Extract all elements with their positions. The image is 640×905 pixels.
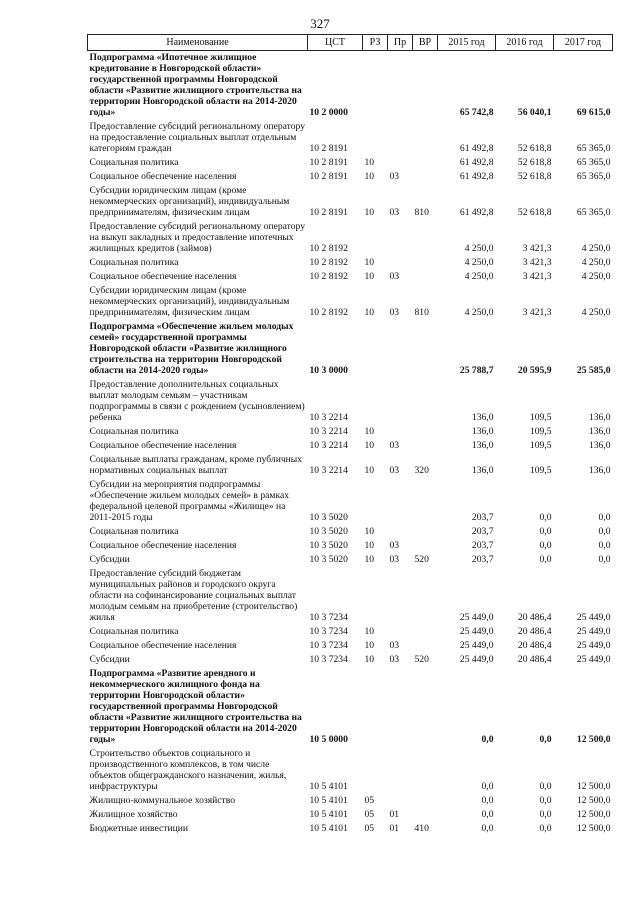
cell-name: Подпрограмма «Обеспечение жильем молодых семей» государственной программы Новгородской области «Развитие жилищного строительства на территории Новгородской области на 2014-2020 годы»: [89, 321, 294, 376]
cell-rz: [363, 51, 388, 121]
cell-name: Подпрограмма «Ипотечное жилищное кредитование в Новгородской области» государственной программы Новгородской области «Развитие жилищного строительства на территории Новгородской области на 2014-2020 годы»: [89, 52, 302, 118]
column-header-vr: ВР: [413, 35, 438, 51]
table-row: [88, 184, 613, 220]
cell-y2016: 109,5: [529, 426, 552, 437]
cell-vr: [413, 156, 438, 170]
cell-y2015: 25 449,0: [459, 612, 494, 623]
cell-cst: 10 3 7234: [309, 612, 348, 623]
column-header-pr: Пр: [388, 35, 413, 51]
cell-name: Субсидии: [89, 554, 130, 565]
cell-y2017: 25 449,0: [576, 640, 611, 651]
cell-vr: [413, 51, 438, 121]
cell-y2017: 65 365,0: [576, 157, 611, 168]
cell-pr: 03: [389, 440, 400, 451]
cell-pr: [388, 120, 413, 156]
cell-y2017: 25 585,0: [576, 365, 611, 376]
cell-pr: 03: [389, 171, 400, 182]
cell-name: Социальная политика: [89, 526, 179, 537]
cell-y2016: 20 486,4: [517, 626, 552, 637]
budget-table: [87, 34, 613, 836]
cell-pr: [388, 794, 413, 808]
cell-rz: 10: [364, 440, 375, 451]
cell-y2015: 203,7: [471, 526, 494, 537]
cell-y2017: 25 449,0: [576, 626, 611, 637]
cell-name: Бюджетные инвестиции: [89, 823, 188, 834]
cell-rz: [363, 567, 388, 625]
cell-rz: 05: [364, 823, 375, 834]
cell-pr: [388, 51, 413, 121]
cell-cst: 10 2 8192: [309, 307, 348, 318]
cell-y2017: 4 250,0: [581, 307, 611, 318]
cell-cst: 10 3 7234: [309, 654, 348, 665]
cell-y2017: 0,0: [598, 554, 611, 565]
cell-rz: [363, 667, 388, 747]
cell-vr: [413, 539, 438, 553]
cell-pr: 03: [389, 307, 400, 318]
cell-pr: [388, 425, 413, 439]
cell-rz: 10: [364, 540, 375, 551]
cell-cst: 10 3 2214: [309, 440, 348, 451]
cell-y2015: 25 449,0: [459, 626, 494, 637]
cell-vr: 520: [414, 554, 429, 565]
cell-cst: 10 2 8192: [309, 271, 348, 282]
cell-y2017: 12 500,0: [576, 734, 611, 745]
table-row: [88, 284, 613, 320]
cell-y2016: 3 421,3: [522, 307, 552, 318]
column-header-2016: 2016 год: [496, 35, 554, 51]
column-header-2015: 2015 год: [438, 35, 496, 51]
cell-rz: 10: [364, 554, 375, 565]
cell-name: Социальное обеспечение населения: [89, 640, 237, 651]
cell-name: Предоставление субсидий региональному оператору на выкуп закладных и предоставление ипотечных жилищных кредитов (займов): [89, 221, 305, 254]
cell-vr: 320: [414, 465, 429, 476]
cell-cst: 10 2 8192: [309, 243, 348, 254]
cell-y2017: 136,0: [588, 412, 611, 423]
cell-pr: [388, 478, 413, 525]
table-row: [88, 320, 613, 378]
table-row: [88, 156, 613, 170]
table-row: [88, 747, 613, 794]
cell-y2015: 136,0: [471, 465, 494, 476]
cell-y2016: 0,0: [539, 795, 552, 806]
cell-cst: 10 5 4101: [309, 809, 348, 820]
cell-rz: 10: [364, 626, 375, 637]
cell-y2016: 20 486,4: [517, 654, 552, 665]
cell-rz: [363, 220, 388, 256]
cell-vr: [413, 794, 438, 808]
table-body: [88, 51, 613, 837]
table-row: [88, 667, 613, 747]
cell-y2016: 109,5: [529, 465, 552, 476]
cell-y2015: 0,0: [481, 795, 494, 806]
cell-pr: 03: [389, 465, 400, 476]
cell-y2015: 61 492,8: [459, 171, 494, 182]
cell-y2015: 61 492,8: [459, 157, 494, 168]
cell-vr: [413, 567, 438, 625]
cell-name: Жилищное хозяйство: [89, 809, 178, 820]
cell-cst: 10 3 5020: [309, 554, 348, 565]
cell-y2016: 20 595,9: [517, 365, 552, 376]
cell-name: Субсидии юридическим лицам (кроме некоммерческих организаций), индивидуальным предпринимателям, физическим лицам: [89, 185, 290, 218]
table-row: [88, 51, 613, 121]
cell-y2016: 3 421,3: [522, 257, 552, 268]
cell-y2017: 25 449,0: [576, 654, 611, 665]
cell-y2016: 3 421,3: [522, 271, 552, 282]
cell-rz: 10: [364, 257, 375, 268]
cell-y2015: 0,0: [481, 734, 494, 745]
cell-y2017: 0,0: [598, 540, 611, 551]
table-row: [88, 822, 613, 836]
cell-y2017: 12 500,0: [576, 823, 611, 834]
cell-y2017: 25 449,0: [576, 612, 611, 623]
table-row: [88, 625, 613, 639]
cell-y2015: 136,0: [471, 412, 494, 423]
cell-y2017: 4 250,0: [581, 271, 611, 282]
cell-pr: 03: [389, 540, 400, 551]
cell-y2017: 12 500,0: [576, 809, 611, 820]
cell-vr: [413, 639, 438, 653]
table-row: [88, 567, 613, 625]
cell-y2017: 65 365,0: [576, 207, 611, 218]
cell-y2015: 0,0: [481, 809, 494, 820]
cell-name: Социальное обеспечение населения: [89, 440, 237, 451]
cell-rz: [363, 320, 388, 378]
cell-y2016: 0,0: [539, 823, 552, 834]
cell-cst: 10 2 0000: [309, 107, 348, 118]
cell-name: Субсидии: [89, 654, 130, 665]
cell-vr: [413, 625, 438, 639]
cell-rz: 10: [364, 526, 375, 537]
cell-cst: 10 5 0000: [309, 734, 348, 745]
cell-y2015: 4 250,0: [464, 307, 494, 318]
cell-pr: [388, 525, 413, 539]
table-row: [88, 425, 613, 439]
cell-pr: [388, 320, 413, 378]
cell-name: Социальное обеспечение населения: [89, 540, 237, 551]
cell-pr: [388, 256, 413, 270]
cell-cst: 10 3 0000: [309, 365, 348, 376]
cell-vr: [413, 378, 438, 425]
cell-vr: [413, 320, 438, 378]
table-row: [88, 270, 613, 284]
cell-rz: 10: [364, 465, 375, 476]
cell-y2015: 4 250,0: [464, 271, 494, 282]
cell-rz: 10: [364, 426, 375, 437]
cell-y2015: 0,0: [481, 823, 494, 834]
cell-y2016: 52 618,8: [517, 207, 552, 218]
cell-y2017: 0,0: [598, 526, 611, 537]
table-row: [88, 170, 613, 184]
cell-cst: 10 3 2214: [309, 412, 348, 423]
cell-y2017: 12 500,0: [576, 781, 611, 792]
column-header-rz: РЗ: [363, 35, 388, 51]
cell-cst: 10 3 7234: [309, 640, 348, 651]
table-row: [88, 478, 613, 525]
cell-vr: [413, 256, 438, 270]
cell-name: Предоставление субсидий региональному оператору на предоставление социальных выплат отдельным категориям граждан: [89, 121, 305, 154]
cell-y2016: 56 040,1: [517, 107, 552, 118]
cell-cst: 10 2 8191: [309, 143, 348, 154]
cell-y2015: 203,7: [471, 512, 494, 523]
cell-vr: [413, 667, 438, 747]
cell-vr: [413, 425, 438, 439]
cell-cst: 10 2 8191: [309, 157, 348, 168]
cell-y2015: 4 250,0: [464, 257, 494, 268]
cell-pr: 01: [389, 809, 400, 820]
cell-rz: 10: [364, 207, 375, 218]
cell-name: Социальное обеспечение населения: [89, 271, 237, 282]
cell-name: Социальное обеспечение населения: [89, 171, 237, 182]
cell-y2015: 25 449,0: [459, 640, 494, 651]
cell-cst: 10 5 4101: [309, 781, 348, 792]
cell-y2017: 136,0: [588, 426, 611, 437]
table-row: [88, 256, 613, 270]
cell-rz: [363, 478, 388, 525]
table-row: [88, 639, 613, 653]
cell-pr: 01: [389, 823, 400, 834]
cell-y2015: 136,0: [471, 440, 494, 451]
cell-y2016: 20 486,4: [517, 640, 552, 651]
cell-name: Социальная политика: [89, 257, 179, 268]
cell-vr: [413, 220, 438, 256]
cell-pr: 03: [389, 207, 400, 218]
cell-y2016: 52 618,8: [517, 171, 552, 182]
table-row: [88, 525, 613, 539]
cell-vr: [413, 170, 438, 184]
cell-name: Предоставление дополнительных социальных выплат молодым семьям – участникам подпрограммы в связи с рождением (усыновлением) ребенка: [89, 379, 305, 423]
cell-vr: [413, 120, 438, 156]
table-row: [88, 439, 613, 453]
cell-y2017: 136,0: [588, 440, 611, 451]
cell-vr: 810: [414, 307, 429, 318]
cell-cst: 10 2 8192: [309, 257, 348, 268]
cell-vr: [413, 270, 438, 284]
cell-y2015: 203,7: [471, 554, 494, 565]
cell-pr: 03: [389, 654, 400, 665]
cell-rz: [363, 747, 388, 794]
cell-cst: 10 3 5020: [309, 526, 348, 537]
cell-cst: 10 5 4101: [309, 795, 348, 806]
cell-y2015: 25 788,7: [459, 365, 494, 376]
cell-vr: [413, 525, 438, 539]
cell-name: Социальная политика: [89, 157, 179, 168]
table-row: [88, 120, 613, 156]
cell-vr: [413, 439, 438, 453]
table-row: [88, 553, 613, 567]
cell-name: Социальные выплаты гражданам, кроме публичных нормативных социальных выплат: [89, 454, 303, 476]
cell-name: Жилищно-коммунальное хозяйство: [89, 795, 236, 806]
cell-rz: 10: [364, 640, 375, 651]
cell-rz: [363, 120, 388, 156]
page-number: 327: [310, 16, 330, 31]
cell-vr: [413, 808, 438, 822]
table-row: [88, 378, 613, 425]
cell-pr: 03: [389, 640, 400, 651]
cell-y2017: 12 500,0: [576, 795, 611, 806]
cell-y2016: 3 421,3: [522, 243, 552, 254]
column-header-cst: ЦСТ: [308, 35, 363, 51]
cell-cst: 10 3 5020: [309, 540, 348, 551]
cell-y2016: 0,0: [539, 540, 552, 551]
cell-name: Строительство объектов социального и производственного комплексов, в том числе объектов общегражданского назначения, жилья, инфраструктуры: [89, 748, 287, 792]
cell-cst: 10 3 7234: [309, 626, 348, 637]
cell-y2016: 0,0: [539, 554, 552, 565]
cell-y2016: 109,5: [529, 412, 552, 423]
cell-y2017: 69 615,0: [576, 107, 611, 118]
table-row: [88, 794, 613, 808]
cell-y2017: 4 250,0: [581, 257, 611, 268]
cell-pr: [388, 378, 413, 425]
table-row: [88, 220, 613, 256]
cell-rz: 10: [364, 157, 375, 168]
cell-cst: 10 3 2214: [309, 426, 348, 437]
cell-y2017: 65 365,0: [576, 143, 611, 154]
cell-y2015: 0,0: [481, 781, 494, 792]
cell-pr: [388, 567, 413, 625]
cell-y2015: 25 449,0: [459, 654, 494, 665]
column-header-name: Наименование: [88, 35, 308, 51]
cell-y2015: 61 492,8: [459, 143, 494, 154]
cell-y2017: 0,0: [598, 512, 611, 523]
cell-y2015: 61 492,8: [459, 207, 494, 218]
cell-rz: 05: [364, 809, 375, 820]
cell-y2016: 20 486,4: [517, 612, 552, 623]
cell-y2017: 136,0: [588, 465, 611, 476]
column-header-2017: 2017 год: [554, 35, 613, 51]
cell-rz: [363, 378, 388, 425]
cell-rz: 10: [364, 171, 375, 182]
cell-name: Субсидии на мероприятия подпрограммы «Обеспечение жильем молодых семей» в рамках федеральной целевой программы «Жилище» на 2011-2015 годы: [89, 479, 290, 523]
table-row: [88, 539, 613, 553]
cell-y2015: 4 250,0: [464, 243, 494, 254]
table-header-row: [88, 35, 613, 51]
cell-pr: [388, 156, 413, 170]
cell-pr: [388, 747, 413, 794]
cell-pr: [388, 220, 413, 256]
cell-rz: 10: [364, 654, 375, 665]
cell-y2016: 52 618,8: [517, 157, 552, 168]
cell-pr: 03: [389, 554, 400, 565]
cell-pr: 03: [389, 271, 400, 282]
table-row: [88, 653, 613, 667]
cell-y2016: 52 618,8: [517, 143, 552, 154]
cell-y2017: 4 250,0: [581, 243, 611, 254]
cell-name: Субсидии юридическим лицам (кроме некоммерческих организаций), индивидуальным предпринимателям, физическим лицам: [89, 285, 290, 318]
cell-vr: 520: [414, 654, 429, 665]
cell-y2016: 109,5: [529, 440, 552, 451]
cell-cst: 10 2 8191: [309, 207, 348, 218]
cell-cst: 10 3 5020: [309, 512, 348, 523]
cell-y2015: 136,0: [471, 426, 494, 437]
cell-rz: 10: [364, 271, 375, 282]
cell-rz: 10: [364, 307, 375, 318]
cell-cst: 10 3 2214: [309, 465, 348, 476]
cell-y2016: 0,0: [539, 809, 552, 820]
cell-y2016: 0,0: [539, 512, 552, 523]
cell-y2016: 0,0: [539, 526, 552, 537]
cell-pr: [388, 667, 413, 747]
cell-y2015: 65 742,8: [459, 107, 494, 118]
cell-name: Подпрограмма «Развитие арендного и некоммерческого жилищного фонда на территории Новгородской области» государственной программы Новгородской области «Развитие жилищного строительства на территории Новгородской области на 2014-2020 годы»: [89, 668, 302, 745]
table-row: [88, 808, 613, 822]
cell-name: Социальная политика: [89, 626, 179, 637]
cell-name: Предоставление субсидий бюджетам муниципальных районов и городского округа области на софинансирование социальных выплат молодым семьям на приобретение (строительство) жилья: [89, 568, 298, 623]
cell-vr: 410: [414, 823, 429, 834]
cell-y2016: 0,0: [539, 734, 552, 745]
cell-y2015: 203,7: [471, 540, 494, 551]
cell-vr: [413, 747, 438, 794]
cell-cst: 10 2 8191: [309, 171, 348, 182]
table-row: [88, 453, 613, 478]
cell-cst: 10 5 4101: [309, 823, 348, 834]
cell-pr: [388, 625, 413, 639]
cell-name: Социальная политика: [89, 426, 179, 437]
cell-vr: [413, 478, 438, 525]
cell-vr: 810: [414, 207, 429, 218]
cell-y2016: 0,0: [539, 781, 552, 792]
cell-rz: 05: [364, 795, 375, 806]
cell-y2017: 65 365,0: [576, 171, 611, 182]
